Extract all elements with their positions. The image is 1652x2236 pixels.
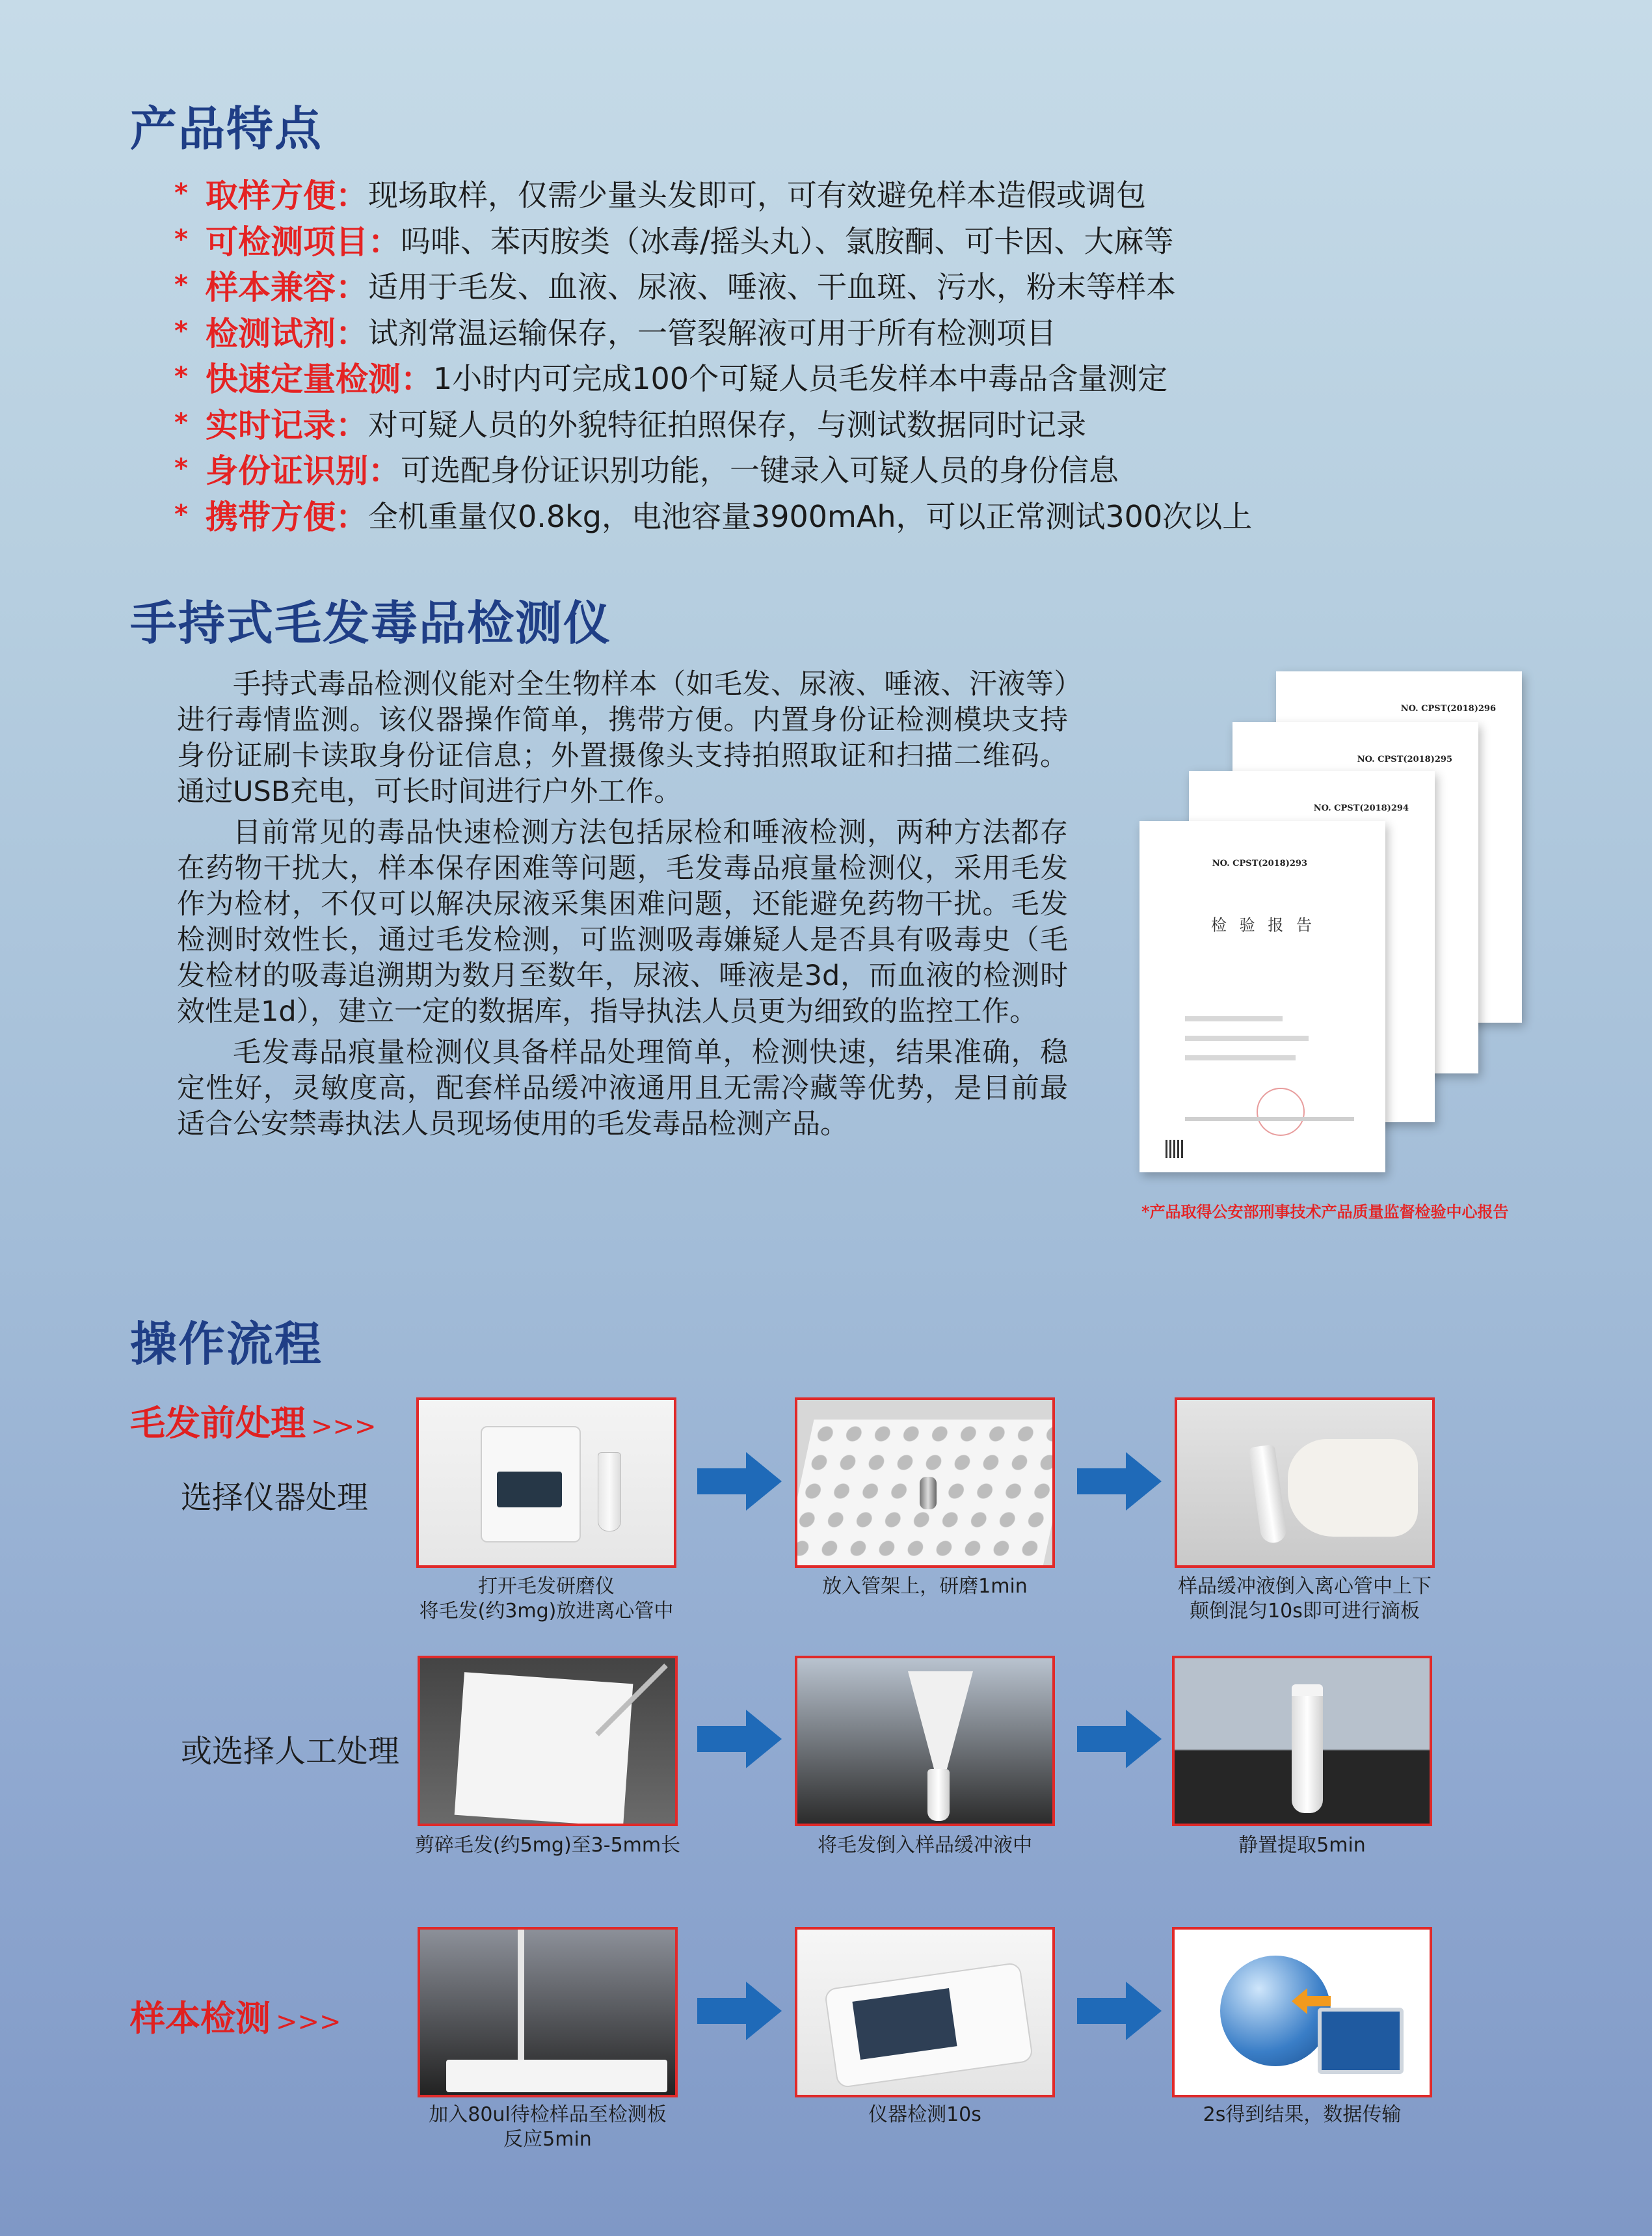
grinder-screen: [497, 1472, 562, 1507]
star-icon: *: [174, 316, 188, 346]
mixing-tube: [1249, 1444, 1288, 1544]
device-description: [177, 667, 1068, 1148]
features-title: 产品特点: [130, 101, 323, 156]
official-seal: [1257, 1088, 1305, 1136]
arrow-right-icon: [1077, 1710, 1162, 1768]
feature-item: * 快速定量检测： 1小时内可完成100个可疑人员毛发样本中毒品含量测定: [174, 360, 1168, 399]
certificate-number: NO. CPST(2018)296: [1400, 704, 1496, 714]
detection-plate: [446, 2060, 667, 2092]
arrow-right-icon: [697, 1710, 782, 1768]
instrument-option-label: 选择仪器处理: [181, 1479, 369, 1516]
weighing-paper: [455, 1672, 633, 1826]
feature-item: * 取样方便： 现场取样，仅需少量头发即可，可有效避免样本造假或调包: [174, 177, 1146, 215]
feature-item: * 身份证识别： 可选配身份证识别功能，一键录入可疑人员的身份信息: [174, 452, 1119, 491]
mixing-photo: [1175, 1397, 1435, 1568]
step-caption: 加入80ul待检样品至检测板 反应5min: [429, 2103, 667, 2151]
step-caption: 放入管架上，研磨1min: [822, 1575, 1028, 1598]
step-caption: 将毛发倒入样品缓冲液中: [818, 1834, 1032, 1857]
certificate-number: NO. CPST(2018)293: [1212, 859, 1307, 869]
pouring-hair-photo: [795, 1656, 1055, 1826]
extraction-tube: [1292, 1684, 1323, 1813]
buffer-tube: [927, 1769, 950, 1821]
extraction-photo: [1172, 1656, 1432, 1826]
globe-icon: [1220, 1956, 1331, 2066]
feature-item: * 检测试剂： 试剂常温运输保存，一管裂解液可用于所有检测项目: [174, 314, 1056, 353]
step-caption: 样品缓冲液倒入离心管中上下 颠倒混匀10s即可进行滴板: [1178, 1575, 1432, 1623]
certificate-number: NO. CPST(2018)294: [1313, 803, 1409, 813]
description-paragraph: 毛发毒品痕量检测仪具备样品处理简单，检测快速，结果准确，稳定性好，灵敏度高，配套样品缓冲液通用且无需冷藏等优势，是目前最适合公安禁毒执法人员现场使用的毛发毒品检测产品。: [177, 1036, 1068, 1140]
certificate-page: [1139, 821, 1385, 1172]
star-icon: *: [174, 453, 188, 484]
step-caption: 剪碎毛发(约5mg)至3-5mm长: [414, 1834, 681, 1857]
star-icon: *: [174, 224, 188, 254]
detector-photo: [795, 1927, 1055, 2097]
sample-detect-label: 样本检测 >>>: [130, 1997, 341, 2039]
qr-code: [1166, 1140, 1184, 1158]
tube-rack-photo: [795, 1397, 1055, 1568]
star-icon: *: [174, 178, 188, 209]
star-icon: *: [174, 362, 188, 392]
step-caption: 2s得到结果，数据传输: [1203, 2103, 1402, 2126]
feature-item: * 实时记录： 对可疑人员的外貌特征拍照保存，与测试数据同时记录: [174, 406, 1086, 444]
arrow-right-icon: [1077, 1452, 1162, 1511]
feature-item: * 可检测项目： 吗啡、苯丙胺类（冰毒/摇头丸）、氯胺酮、可卡因、大麻等: [174, 222, 1174, 261]
star-icon: *: [174, 499, 188, 530]
arrow-right-icon: [1077, 1982, 1162, 2040]
report-footer-line: [1185, 1117, 1354, 1121]
grinding-tube: [920, 1477, 937, 1509]
monitor-icon: [1318, 2008, 1404, 2074]
arrow-right-icon: [697, 1982, 782, 2040]
report-line: [1185, 1055, 1296, 1060]
gloved-hand: [1288, 1439, 1418, 1537]
description-paragraph: 手持式毒品检测仪能对全生物样本（如毛发、尿液、唾液、汗液等）进行毒情监测。该仪器操作简单，携带方便。内置身份证检测模块支持身份证刷卡读取身份证信息；外置摄像头支持拍照取证和扫描二维码。通过USB充电，可长时间进行户外工作。: [177, 668, 1068, 808]
cutting-hair-photo: [418, 1656, 678, 1826]
process-title: 操作流程: [130, 1317, 323, 1371]
data-transfer-photo: [1172, 1927, 1432, 2097]
manual-option-label: 或选择人工处理: [181, 1733, 400, 1770]
centrifuge-tube: [598, 1452, 621, 1531]
hair-pretreat-label: 毛发前处理 >>>: [130, 1402, 377, 1444]
step-caption: 静置提取5min: [1238, 1834, 1366, 1857]
certificate-caption: *产品取得公安部刑事技术产品质量监督检验中心报告: [1141, 1202, 1509, 1221]
pipette-tip: [518, 1930, 524, 2060]
grinder-photo: [416, 1397, 676, 1568]
report-title: 检 验 报 告: [1211, 916, 1316, 934]
pipette-photo: [418, 1927, 678, 2097]
paper-funnel: [908, 1671, 973, 1769]
certificate-number: NO. CPST(2018)295: [1357, 755, 1452, 764]
report-line: [1185, 1016, 1283, 1021]
star-icon: *: [174, 407, 188, 438]
report-line: [1185, 1036, 1309, 1041]
arrow-right-icon: [697, 1452, 782, 1511]
device-title: 手持式毛发毒品检测仪: [130, 596, 612, 651]
feature-item: * 样本兼容： 适用于毛发、血液、尿液、唾液、干血斑、污水，粉末等样本: [174, 269, 1176, 307]
description-paragraph: 目前常见的毒品快速检测方法包括尿检和唾液检测，两种方法都存在药物干扰大，样本保存困难等问题，毛发毒品痕量检测仪，采用毛发作为检材，不仅可以解决尿液采集困难问题，还能避免药物干扰。毛发检测时效性长，通过毛发检测，可监测吸毒嫌疑人是否具有吸毒史（毛发检材的吸毒追溯期为数月至数年，尿液、唾液是3d，而血液的检测时效性是1d），建立一定的数据库，指导执法人员更为细致的监控工作。: [177, 816, 1068, 1028]
star-icon: *: [174, 270, 188, 301]
features-list: [174, 170, 1540, 537]
step-caption: 打开毛发研磨仪 将毛发(约3mg)放进离心管中: [419, 1575, 674, 1623]
feature-item: * 携带方便： 全机重量仅0.8kg，电池容量3900mAh，可以正常测试300次以上: [174, 498, 1253, 536]
step-caption: 仪器检测10s: [868, 2103, 981, 2126]
